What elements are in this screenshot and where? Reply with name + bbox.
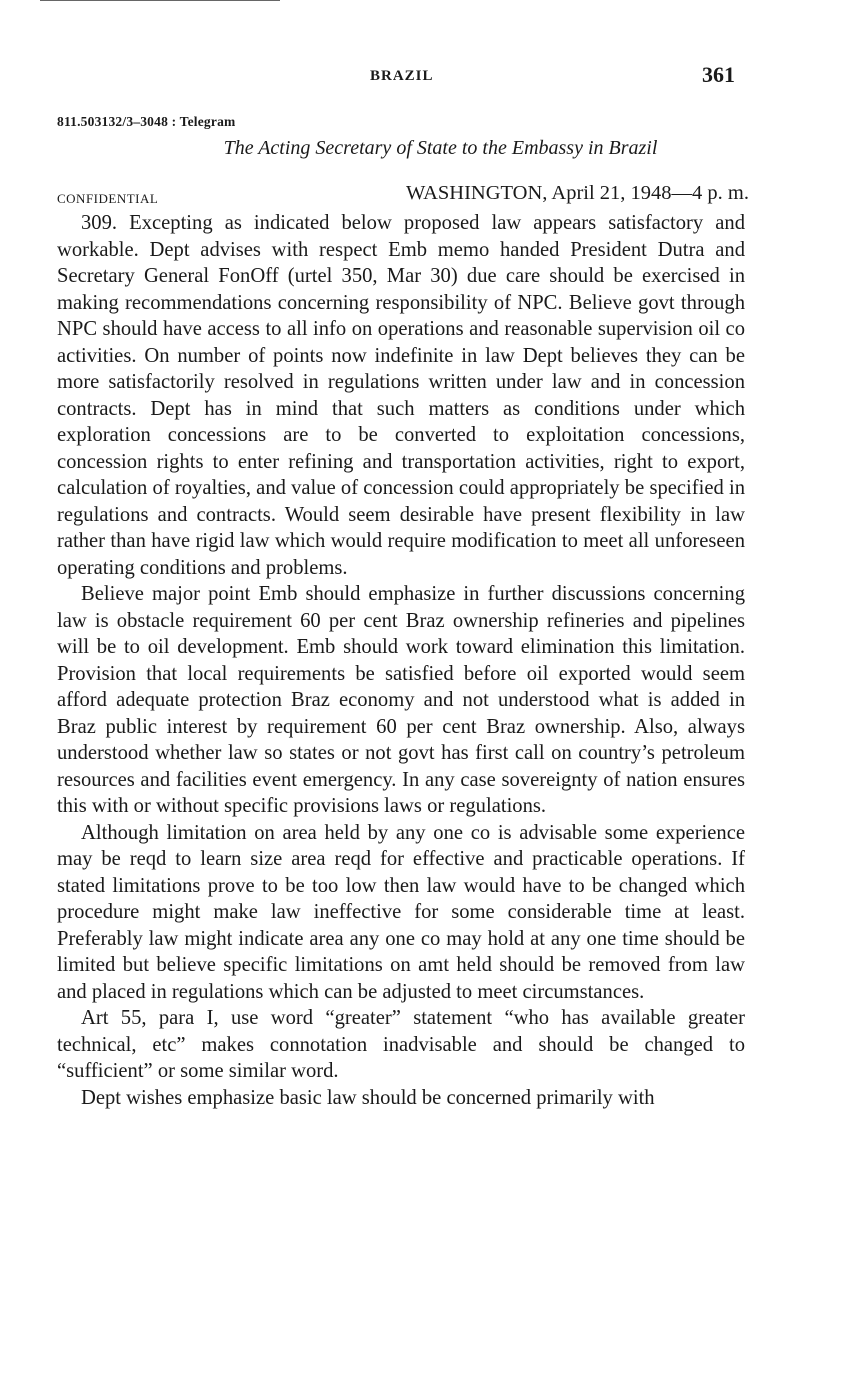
document-title: The Acting Secretary of State to the Embassy in Brazil — [223, 137, 658, 159]
page-number: 361 — [702, 62, 735, 87]
dateline — [57, 182, 749, 210]
place-and-date: WASHINGTON, April 21, 1948—4 p. m. — [406, 182, 749, 204]
telegram-body — [57, 210, 745, 1111]
document-reference: 811.503132/3–3048 : Telegram — [57, 114, 236, 129]
paragraph-4: Art 55, para I, use word “greater” statement “who has available greater technical, etc” makes connotation inadvisable and should be changed to “sufficient” or some similar word. — [57, 1007, 745, 1082]
running-head — [0, 62, 861, 92]
paragraph-2: Believe major point Emb should emphasize in further discussions concerning law is obstacle requirement 60 per cent Braz ownership refineries and pipelines will be to oil development. Emb should work toward elimination this limitation. Provision that local requirements be satisfied before oil exported would seem afford adequate protection Braz economy and not understood what is added in Braz public interest by requirement 60 per cent Braz ownership. Also, always understood whether law so states or not govt has first call on country’s petroleum resources and facilities event emergency. In any case sovereignty of nation ensures this with or without specific provisions laws or regulations. — [57, 583, 745, 817]
paragraph-3: Although limitation on area held by any one co is advisable some experience may be reqd to learn size area reqd for effective and practicable operations. If stated limitations prove to be too low then law would have to be changed which procedure might make law ineffective for some considerable time at least. Preferably law might indicate area any one co may hold at any one time should be limited but believe specific limitations on amt held should be removed from law and placed in regulations which can be adjusted to meet circumstances. — [57, 821, 745, 1003]
paragraph-1: 309. Excepting as indicated below proposed law appears satisfactory and workable. Dept advises with respect Emb memo handed President Dutra and Secretary General FonOff (urtel 350, Mar 30) due care should be exercised in making recommendations concerning responsibility of NPC. Believe govt through NPC should have access to all info on operations and reasonable supervision oil co activities. On number of points now indefinite in law Dept believes they can be more satisfactorily resolved in regulations written under law and in concession contracts. Dept has in mind that such matters as conditions under which exploration concessions are to be converted to exploitation concessions, concession rights to enter refining and transportation activities, right to export, calculation of royalties, and value of concession could appropriately be specified in regulations and contracts. Would seem desirable have present flexibility in law rather than have rigid law which would require modification to meet all unforeseen operating conditions and problems. — [57, 212, 745, 579]
paragraph-5: Dept wishes emphasize basic law should be concerned primarily with — [81, 1086, 655, 1109]
top-rule — [40, 0, 280, 1]
running-title: BRAZIL — [370, 68, 434, 84]
classification-label: CONFIDENTIAL — [57, 191, 159, 206]
